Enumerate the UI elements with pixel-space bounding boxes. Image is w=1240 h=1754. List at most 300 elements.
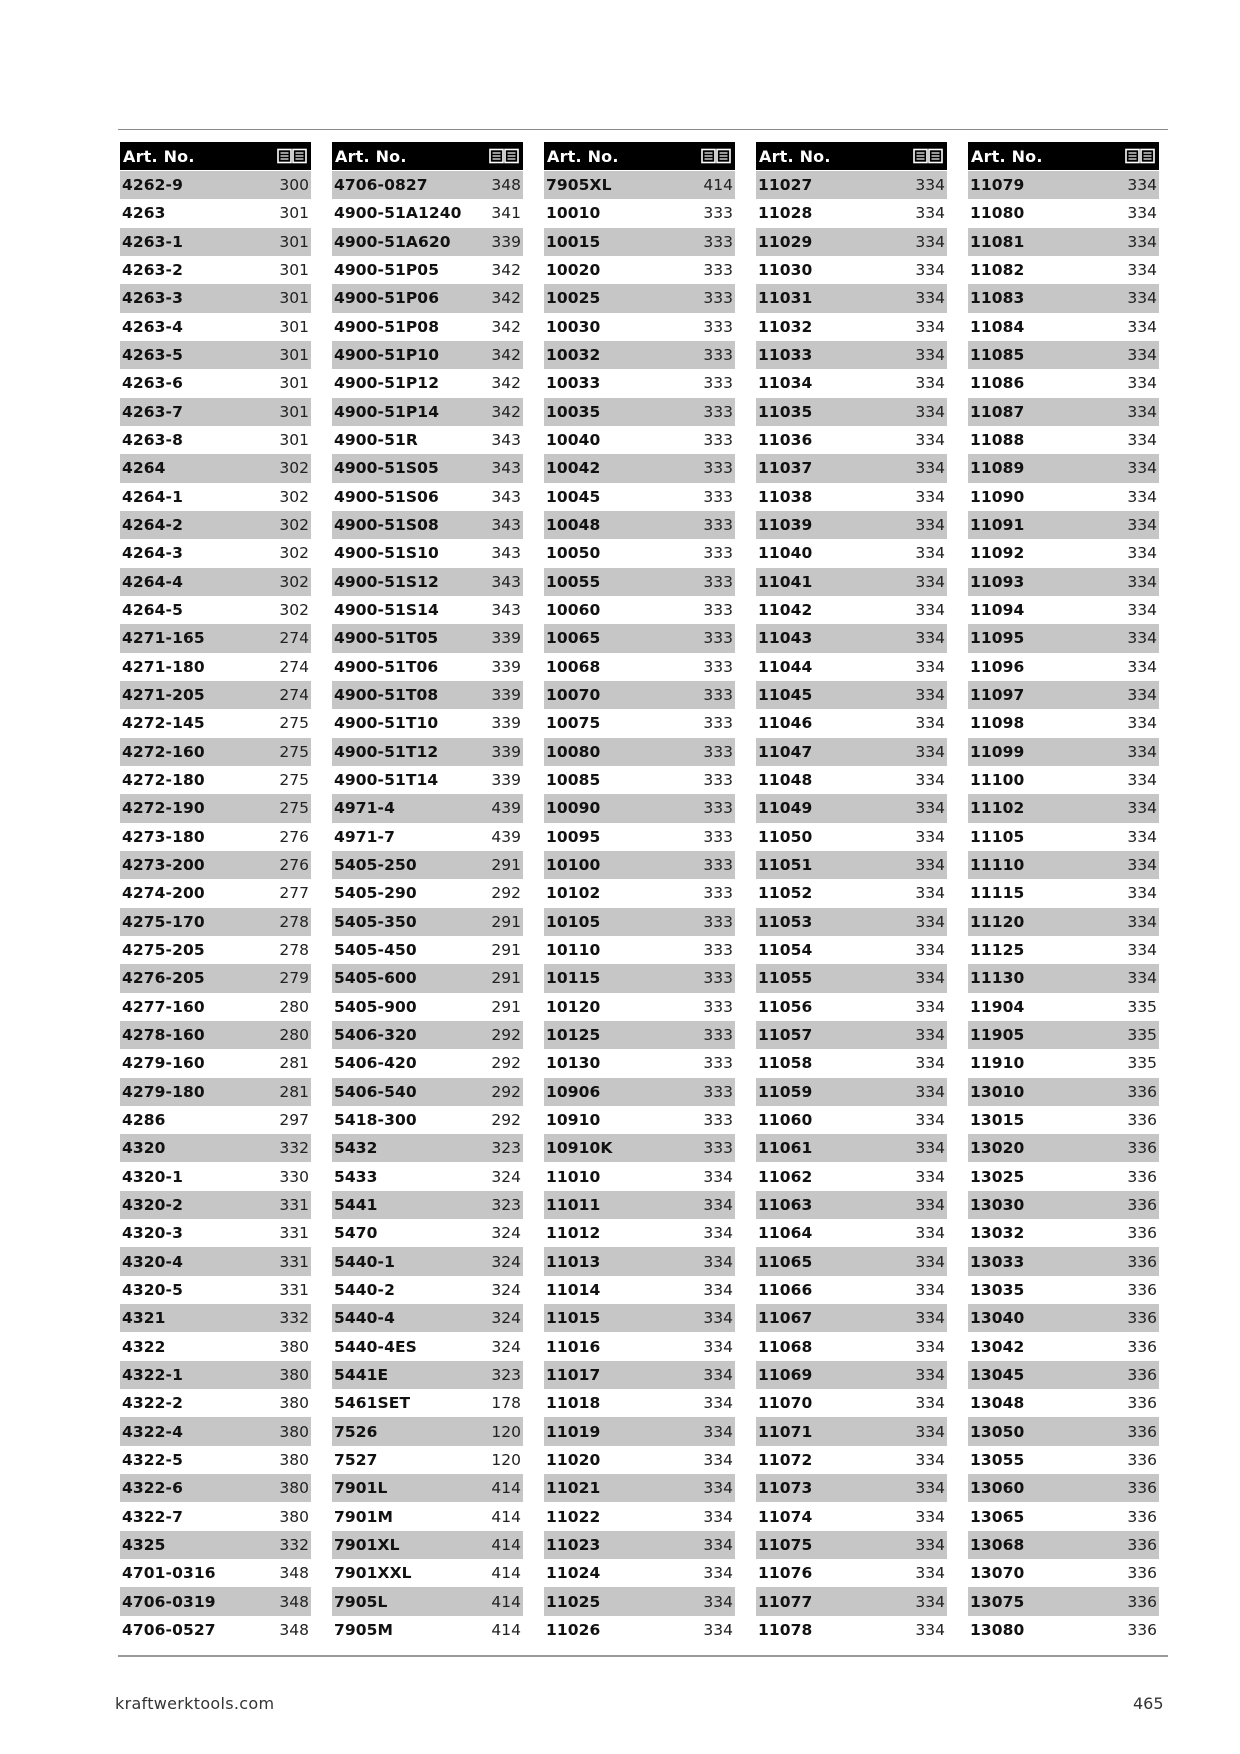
index-row [544, 879, 735, 907]
article-number: 11011 [546, 1195, 601, 1214]
article-number: 4276-205 [122, 969, 205, 988]
catalog-page: 302 [279, 601, 309, 620]
catalog-page: 334 [703, 1365, 733, 1384]
article-number: 13060 [970, 1479, 1025, 1498]
index-row [332, 964, 523, 992]
index-row [544, 1417, 735, 1445]
article-number: 4706-0827 [334, 176, 428, 195]
index-column-3 [544, 142, 735, 1644]
catalog-page: 334 [915, 686, 945, 705]
article-number: 11050 [758, 827, 813, 846]
article-number: 11077 [758, 1592, 813, 1611]
index-row [756, 171, 947, 199]
catalog-page: 301 [279, 204, 309, 223]
article-number: 4271-165 [122, 629, 205, 648]
article-number: 11098 [970, 714, 1025, 733]
article-number: 13033 [970, 1252, 1025, 1271]
article-number: 10105 [546, 912, 601, 931]
catalog-page: 301 [279, 346, 309, 365]
catalog-page: 334 [915, 884, 945, 903]
catalog-page: 333 [703, 516, 733, 535]
article-number: 10065 [546, 629, 601, 648]
catalog-page: 323 [491, 1139, 521, 1158]
catalog-page: 331 [279, 1224, 309, 1243]
catalog-page: 334 [915, 232, 945, 251]
index-row [332, 1247, 523, 1275]
article-number: 11052 [758, 884, 813, 903]
index-row [120, 1304, 311, 1332]
catalog-page: 343 [491, 431, 521, 450]
article-number: 10910 [546, 1110, 601, 1129]
catalog-page: 334 [915, 1026, 945, 1044]
index-row [968, 539, 1159, 567]
index-row [332, 284, 523, 312]
article-number: 5405-600 [334, 969, 417, 988]
catalog-page: 334 [703, 1620, 733, 1639]
index-row [120, 1361, 311, 1389]
index-row [756, 454, 947, 482]
index-row [544, 1361, 735, 1389]
article-number: 4706-0319 [122, 1592, 216, 1611]
index-row [968, 1162, 1159, 1190]
catalog-page: 334 [1127, 176, 1157, 195]
article-number: 11087 [970, 402, 1025, 421]
article-number: 10035 [546, 402, 601, 421]
article-number: 11082 [970, 261, 1025, 280]
index-row [968, 624, 1159, 652]
index-row [544, 1474, 735, 1502]
index-row [332, 1332, 523, 1360]
catalog-page: 334 [915, 1309, 945, 1328]
catalog-page: 342 [491, 346, 521, 365]
index-row [332, 568, 523, 596]
catalog-page: 334 [703, 1337, 733, 1356]
catalog-page: 335 [1127, 997, 1157, 1016]
index-row [120, 823, 311, 851]
article-number: 11041 [758, 572, 813, 591]
catalog-page: 380 [279, 1337, 309, 1356]
catalog-page: 334 [915, 487, 945, 506]
article-number: 10055 [546, 572, 601, 591]
index-row [968, 1021, 1159, 1049]
catalog-page: 336 [1127, 1422, 1157, 1441]
catalog-page: 333 [703, 827, 733, 846]
article-number: 4263-3 [122, 289, 183, 308]
article-number: 11034 [758, 374, 813, 393]
index-row [756, 1247, 947, 1275]
column-header [544, 142, 735, 170]
catalog-page: 334 [1127, 431, 1157, 450]
index-row [332, 398, 523, 426]
catalog-page: 336 [1127, 1479, 1157, 1498]
index-row [544, 993, 735, 1021]
article-number: 11105 [970, 827, 1025, 846]
index-row [120, 851, 311, 879]
article-number: 10085 [546, 771, 601, 790]
index-row [544, 964, 735, 992]
catalog-page: 334 [1127, 346, 1157, 365]
index-row [756, 398, 947, 426]
article-number: 4263-8 [122, 431, 183, 450]
article-number: 4263-6 [122, 374, 183, 393]
article-number: 10110 [546, 941, 601, 960]
article-number: 4900-51T12 [334, 742, 439, 761]
catalog-page: 331 [279, 1280, 309, 1299]
catalog-page: 336 [1127, 1450, 1157, 1469]
article-number: 11030 [758, 261, 813, 280]
catalog-page: 334 [703, 1422, 733, 1441]
catalog-page: 336 [1127, 1507, 1157, 1526]
article-number: 11115 [970, 884, 1025, 903]
catalog-page: 334 [915, 742, 945, 761]
index-row [120, 1191, 311, 1219]
catalog-page: 333 [703, 317, 733, 336]
index-row [332, 511, 523, 539]
article-number: 4971-7 [334, 827, 395, 846]
index-row [120, 1106, 311, 1134]
article-number: 11010 [546, 1167, 601, 1186]
index-row [968, 1474, 1159, 1502]
article-number: 13070 [970, 1564, 1025, 1583]
article-number: 4322-4 [122, 1422, 183, 1441]
index-row [968, 1106, 1159, 1134]
catalog-page: 333 [703, 884, 733, 903]
index-row [120, 596, 311, 624]
article-number: 7901XL [334, 1535, 400, 1554]
index-row [120, 738, 311, 766]
catalog-page: 334 [703, 1479, 733, 1498]
index-row [756, 426, 947, 454]
open-book-icon [489, 148, 519, 164]
article-number: 11051 [758, 856, 813, 875]
index-row [332, 313, 523, 341]
open-book-icon [701, 148, 731, 164]
article-number: 4275-170 [122, 912, 205, 931]
article-number: 11040 [758, 544, 813, 563]
catalog-page: 334 [915, 289, 945, 308]
index-row [120, 1049, 311, 1077]
article-number: 11015 [546, 1309, 601, 1328]
article-number: 4900-51T06 [334, 657, 439, 676]
index-row [544, 398, 735, 426]
index-row [756, 1162, 947, 1190]
index-row [120, 1559, 311, 1587]
article-number: 11061 [758, 1139, 813, 1158]
article-number: 11079 [970, 176, 1025, 195]
article-number: 10102 [546, 884, 601, 903]
index-row [332, 908, 523, 936]
article-number: 11055 [758, 969, 813, 988]
article-number: 4264-3 [122, 544, 183, 563]
catalog-page: 334 [915, 317, 945, 336]
index-row [544, 568, 735, 596]
catalog-page: 323 [491, 1365, 521, 1384]
index-row [756, 1106, 947, 1134]
open-book-icon [277, 148, 307, 164]
index-row [120, 681, 311, 709]
article-number: 11073 [758, 1479, 813, 1498]
catalog-page: 334 [915, 1337, 945, 1356]
index-row [332, 1219, 523, 1247]
index-row [332, 454, 523, 482]
article-number: 11012 [546, 1224, 601, 1243]
index-row [968, 1304, 1159, 1332]
article-number: 4322-5 [122, 1450, 183, 1469]
index-row [120, 284, 311, 312]
catalog-page: 334 [915, 997, 945, 1016]
catalog-page: 333 [703, 289, 733, 308]
catalog-page: 336 [1127, 1337, 1157, 1356]
index-row [544, 171, 735, 199]
catalog-page: 334 [915, 1054, 945, 1073]
article-number: 11092 [970, 544, 1025, 563]
catalog-page: 330 [279, 1167, 309, 1186]
article-number: 4900-51R [334, 431, 418, 450]
index-row [968, 1587, 1159, 1615]
index-row [544, 908, 735, 936]
article-number: 11018 [546, 1394, 601, 1413]
catalog-page: 279 [279, 969, 309, 988]
article-number: 4279-160 [122, 1054, 205, 1073]
article-number: 11020 [546, 1450, 601, 1469]
catalog-page: 342 [491, 402, 521, 421]
index-row [120, 483, 311, 511]
index-row [756, 1389, 947, 1417]
catalog-page: 334 [703, 1224, 733, 1243]
catalog-page: 334 [915, 204, 945, 223]
catalog-page: 334 [1127, 289, 1157, 308]
catalog-page: 334 [1127, 742, 1157, 761]
article-number: 4320 [122, 1139, 166, 1158]
catalog-page: 414 [491, 1592, 521, 1611]
index-row [332, 1389, 523, 1417]
index-row [756, 1559, 947, 1587]
index-row [120, 879, 311, 907]
catalog-page: 280 [279, 997, 309, 1016]
index-row [756, 596, 947, 624]
article-number: 11036 [758, 431, 813, 450]
article-number: 4262-9 [122, 176, 183, 195]
article-number: 11023 [546, 1535, 601, 1554]
index-row [968, 1502, 1159, 1530]
catalog-page: 334 [915, 1479, 945, 1498]
article-number: 4263-4 [122, 317, 183, 336]
index-row [332, 228, 523, 256]
article-number: 11065 [758, 1252, 813, 1271]
catalog-page: 334 [915, 1394, 945, 1413]
article-number: 10100 [546, 856, 601, 875]
article-number: 11016 [546, 1337, 601, 1356]
index-row [544, 1531, 735, 1559]
index-row [332, 1616, 523, 1644]
catalog-page: 276 [279, 856, 309, 875]
index-row [120, 1616, 311, 1644]
index-row [332, 199, 523, 227]
catalog-page: 334 [915, 346, 945, 365]
catalog-page: 334 [915, 1564, 945, 1583]
catalog-page: 439 [491, 827, 521, 846]
index-row [544, 284, 735, 312]
catalog-page: 380 [279, 1394, 309, 1413]
article-number: 4320-4 [122, 1252, 183, 1271]
article-number: 10095 [546, 827, 601, 846]
article-number: 4263-1 [122, 232, 183, 251]
index-row [968, 284, 1159, 312]
article-number: 11069 [758, 1365, 813, 1384]
article-number: 10115 [546, 969, 601, 988]
index-row [120, 454, 311, 482]
index-row [120, 794, 311, 822]
article-number: 11039 [758, 516, 813, 535]
index-row [332, 1417, 523, 1445]
article-number: 11068 [758, 1337, 813, 1356]
catalog-page: 334 [915, 629, 945, 648]
catalog-page: 334 [915, 657, 945, 676]
catalog-page: 333 [703, 1110, 733, 1129]
index-row [968, 199, 1159, 227]
catalog-page: 336 [1127, 1252, 1157, 1271]
catalog-page: 333 [703, 544, 733, 563]
article-number: 10042 [546, 459, 601, 478]
catalog-page: 323 [491, 1195, 521, 1214]
index-row [120, 511, 311, 539]
article-number: 11025 [546, 1592, 601, 1611]
article-number: 4322-1 [122, 1365, 183, 1384]
article-number: 4264-5 [122, 601, 183, 620]
article-number: 4272-190 [122, 799, 205, 818]
catalog-page: 336 [1127, 1365, 1157, 1384]
catalog-page: 334 [1127, 771, 1157, 790]
catalog-page: 336 [1127, 1592, 1157, 1611]
article-number: 11013 [546, 1252, 601, 1271]
article-number: 4271-205 [122, 686, 205, 705]
index-row [544, 313, 735, 341]
index-row [332, 1502, 523, 1530]
index-row [332, 1106, 523, 1134]
index-row [968, 993, 1159, 1021]
catalog-page: 335 [1127, 1026, 1157, 1044]
catalog-page: 301 [279, 261, 309, 280]
catalog-page: 334 [703, 1280, 733, 1299]
index-row [544, 1389, 735, 1417]
article-number: 11088 [970, 431, 1025, 450]
catalog-page: 324 [491, 1252, 521, 1271]
catalog-page: 414 [491, 1564, 521, 1583]
index-row [120, 341, 311, 369]
catalog-page: 334 [1127, 516, 1157, 535]
article-number: 4263 [122, 204, 166, 223]
index-row [756, 908, 947, 936]
catalog-page: 333 [703, 1054, 733, 1073]
article-number: 4277-160 [122, 997, 205, 1016]
article-number: 13032 [970, 1224, 1025, 1243]
index-row [968, 908, 1159, 936]
index-row [120, 1078, 311, 1106]
article-number: 4275-205 [122, 941, 205, 960]
catalog-page: 333 [703, 912, 733, 931]
catalog-page: 301 [279, 402, 309, 421]
article-number: 11032 [758, 317, 813, 336]
catalog-page: 332 [279, 1139, 309, 1158]
index-row [544, 1559, 735, 1587]
index-row [544, 709, 735, 737]
index-row [968, 709, 1159, 737]
catalog-page: 334 [915, 1365, 945, 1384]
catalog-page: 334 [915, 827, 945, 846]
index-row [968, 766, 1159, 794]
article-number: 7527 [334, 1450, 378, 1469]
index-row [120, 228, 311, 256]
index-row [332, 681, 523, 709]
article-number: 11080 [970, 204, 1025, 223]
article-number: 5470 [334, 1224, 378, 1243]
catalog-page: 275 [279, 714, 309, 733]
index-row [332, 426, 523, 454]
column-rows [968, 171, 1159, 1644]
catalog-page: 334 [1127, 601, 1157, 620]
article-number: 11057 [758, 1026, 813, 1044]
article-number: 4900-51T10 [334, 714, 439, 733]
catalog-page: 333 [703, 799, 733, 818]
article-number: 11110 [970, 856, 1025, 875]
index-row [332, 539, 523, 567]
catalog-page: 336 [1127, 1082, 1157, 1101]
catalog-page: 334 [1127, 544, 1157, 563]
article-number: 13050 [970, 1422, 1025, 1441]
catalog-page: 334 [915, 941, 945, 960]
catalog-page: 334 [915, 431, 945, 450]
article-number: 11099 [970, 742, 1025, 761]
catalog-page: 334 [915, 1139, 945, 1158]
index-row [756, 1531, 947, 1559]
article-number: 4263-7 [122, 402, 183, 421]
index-row [544, 1616, 735, 1644]
index-row [120, 426, 311, 454]
catalog-page: 334 [915, 176, 945, 195]
index-row [968, 1389, 1159, 1417]
catalog-page: 334 [915, 1450, 945, 1469]
index-row [968, 313, 1159, 341]
article-number: 11045 [758, 686, 813, 705]
article-number: 11014 [546, 1280, 601, 1299]
catalog-page: 277 [279, 884, 309, 903]
index-row [756, 936, 947, 964]
catalog-page: 334 [915, 459, 945, 478]
index-row [756, 681, 947, 709]
column-header [968, 142, 1159, 170]
article-number: 13020 [970, 1139, 1025, 1158]
article-number: 11029 [758, 232, 813, 251]
article-number: 7901L [334, 1479, 388, 1498]
article-number: 4272-145 [122, 714, 205, 733]
catalog-page: 291 [491, 912, 521, 931]
catalog-page: 334 [1127, 912, 1157, 931]
catalog-page: 334 [915, 771, 945, 790]
article-number: 4272-180 [122, 771, 205, 790]
index-column-5 [968, 142, 1159, 1644]
index-row [756, 1502, 947, 1530]
catalog-page: 334 [915, 1620, 945, 1639]
catalog-page: 342 [491, 289, 521, 308]
catalog-page: 334 [915, 516, 945, 535]
index-row [756, 199, 947, 227]
index-row [544, 483, 735, 511]
article-number: 11027 [758, 176, 813, 195]
article-number: 13075 [970, 1592, 1025, 1611]
index-row [756, 1587, 947, 1615]
article-number: 13045 [970, 1365, 1025, 1384]
open-book-icon [1125, 148, 1155, 164]
